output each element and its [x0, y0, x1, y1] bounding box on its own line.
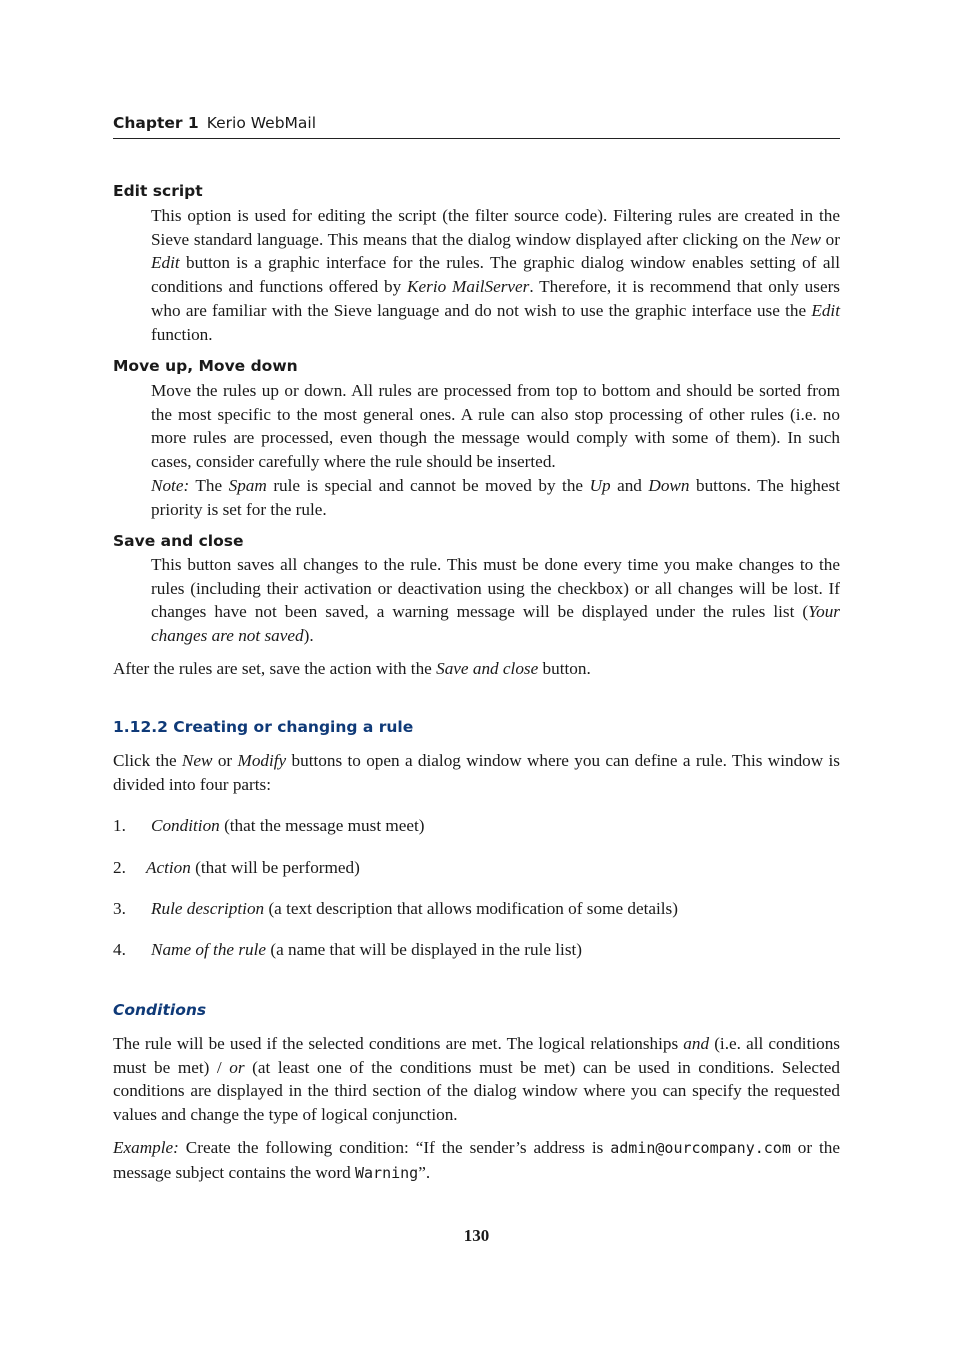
section-intro: Click the New or Modify buttons to open a dialog window where you can define a rule. This window is divided into four parts:	[113, 751, 840, 794]
after-rules-paragraph: After the rules are set, save the action with the Save and close button.	[113, 659, 591, 678]
desc-save-close: This button saves all changes to the rule. This must be done every time you make changes to the rules (including their activation or deactivation using the checkbox) or all changes will be lost. If changes have not been saved, a warning message will be displayed under the rules list (Your changes are not saved).	[151, 555, 840, 646]
term-move-up-down: Move up, Move down	[113, 357, 298, 375]
chapter-title: Kerio WebMail	[206, 114, 317, 132]
list-item: 1. Condition (that the message must meet)	[113, 816, 425, 835]
conditions-paragraph: The rule will be used if the selected conditions are met. The logical relationships and (i.e. all conditions must be met) / or (at least one of the conditions must be met) can be used in conditions. Selected conditions are displayed in the third section of the dialog window where you can specify the requested values and change the type of logical conjunction.	[113, 1034, 840, 1125]
desc-move-up-down: Move the rules up or down. All rules are processed from top to bottom and should be sorted from the most specific to the most general ones. A rule can also stop processing of other rules (i.e. no more rules are processed, even though the message would comply with some of them). In such cases, consider carefully where the rule should be inserted. Note: The Spam rule is special and cannot be moved by the Up and Down buttons. The highest priority is set for the rule.	[151, 381, 840, 519]
term-edit-script: Edit script	[113, 182, 203, 200]
example-paragraph: Example: Create the following condition: “If the sender’s address is admin@ourcompany.com or the message subject contains the word Warning”.	[113, 1138, 840, 1182]
desc-edit-script: This option is used for editing the script (the filter source code). Filtering rules are created in the Sieve standard language. This means that the dialog window displayed after clicking on the New or Edit button is a graphic interface for the rules. The graphic dialog window enables setting of all conditions and functions offered by Kerio MailServer. Therefore, it is recommend that only users who are familiar with the Sieve language and do not wish to use the graphic interface use the Edit function.	[151, 206, 840, 344]
section-heading: 1.12.2 Creating or changing a rule	[113, 718, 414, 736]
chapter-label: Chapter 1	[113, 114, 199, 132]
list-item: 4. Name of the rule (a name that will be displayed in the rule list)	[113, 940, 583, 959]
term-save-close: Save and close	[113, 532, 244, 550]
list-item: 2. Action (that will be performed)	[113, 858, 360, 877]
page-number: 130	[463, 1226, 490, 1245]
conditions-heading: Conditions	[113, 1001, 207, 1019]
list-item: 3. Rule description (a text description that allows modification of some details)	[113, 899, 678, 918]
running-header	[113, 114, 840, 139]
